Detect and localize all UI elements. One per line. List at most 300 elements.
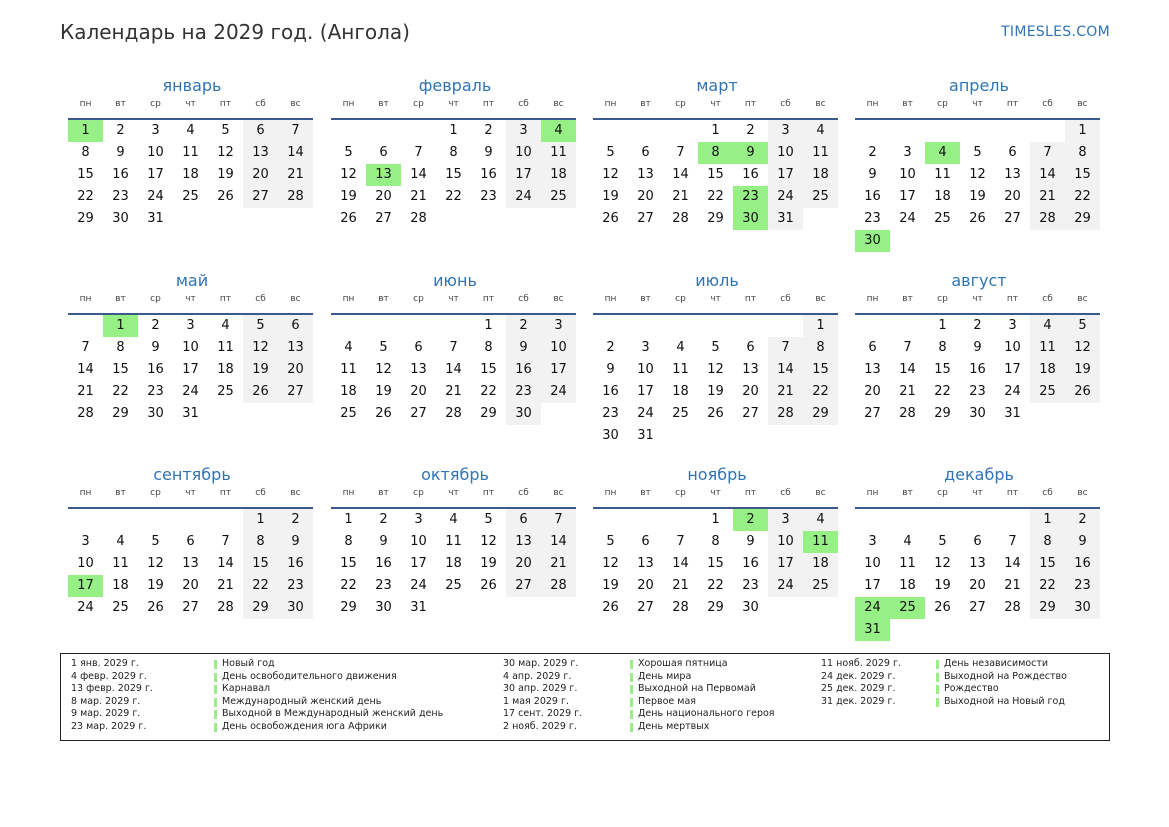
day-cell: 22 [1030,575,1065,597]
day-cell: 21 [1004,578,1021,593]
month-12 [855,464,1103,656]
day-cell: 18 [182,167,199,182]
day-cell: 19 [934,578,951,593]
day-cell: 16 [375,556,392,571]
month-name: декабрь [944,465,1014,484]
day-cell: 4 [116,534,125,549]
day-cell: 2 [868,145,877,160]
weekday-label: вс [553,99,564,109]
month-grid [68,486,316,656]
day-cell: 12 [480,534,497,549]
holiday-marker [214,723,217,732]
weekday-label: ср [937,99,948,109]
weekday-label: сб [780,488,791,498]
weekday-label: пн [79,488,92,498]
day-cell: 26 [243,381,278,403]
day-cell: 21 [445,384,462,399]
day-cell: 9 [484,145,493,160]
day-cell: 20 [182,578,199,593]
month-grid [331,292,579,462]
day-cell: 2 [116,123,125,138]
day-cell: 11 [182,145,199,160]
day-cell: 7 [278,120,313,142]
day-cell: 26 [1065,381,1100,403]
day-cell: 27 [182,600,199,615]
day-cell: 22 [803,381,838,403]
day-cell: 11 [541,142,576,164]
day-cell: 6 [379,145,388,160]
day-cell: 28 [1004,600,1021,615]
day-cell: 25 [934,211,951,226]
day-cell: 13 [637,556,654,571]
day-cell: 15 [77,167,94,182]
day-cell: 29 [934,406,951,421]
day-cell: 22 [934,384,951,399]
weekday-label: ср [413,99,424,109]
holiday-name: День мира [638,670,692,682]
day-cell: 4 [344,340,353,355]
day-cell: 25 [182,189,199,204]
month-name: май [175,271,209,290]
day-cell: 26 [969,211,986,226]
day-cell: 7 [81,340,90,355]
day-cell: 16 [480,167,497,182]
day-cell: 25 [541,186,576,208]
weekday-label: ср [675,488,686,498]
day-cell: 21 [672,578,689,593]
day-cell: 31 [637,428,654,443]
day-cell: 6 [243,120,278,142]
day-cell: 21 [410,189,427,204]
holiday-marker [630,685,633,694]
weekday-label: сб [780,99,791,109]
day-cell: 24 [147,189,164,204]
holiday-name: День национального героя [638,708,775,720]
day-cell: 19 [1065,359,1100,381]
day-cell: 2 [606,340,615,355]
weekday-label: пн [79,99,92,109]
month-name: март [696,76,738,95]
weekday-header [855,97,1100,120]
holiday-name: Выходной в Международный женский день [222,708,444,720]
day-cell: 5 [151,534,160,549]
weekday-header [331,97,576,120]
holiday-name: Выходной на Новый год [944,695,1065,707]
day-cell: 28 [672,600,689,615]
day-cell: 17 [1004,362,1021,377]
day-cell: 5 [484,512,493,527]
holiday-marker [936,698,939,707]
day-cell: 1 [243,509,278,531]
day-cell: 16 [742,556,759,571]
day-cell: 27 [637,600,654,615]
day-cell: 25 [340,406,357,421]
day-cell: 10 [410,534,427,549]
day-cell: 29 [112,406,129,421]
holiday-day-cell: 9 [733,142,768,164]
day-cell: 17 [182,362,199,377]
day-cell: 6 [278,315,313,337]
holiday-name: Хорошая пятница [638,658,728,669]
day-cell: 24 [541,381,576,403]
day-cell: 1 [344,512,353,527]
day-cell: 1 [711,512,720,527]
day-cell: 6 [641,534,650,549]
holiday-date: 4 февр. 2029 г. [71,670,147,682]
weekday-label: сб [518,488,529,498]
day-cell: 14 [541,531,576,553]
weekday-label: ср [675,99,686,109]
day-cell: 10 [506,142,541,164]
day-cell: 20 [637,578,654,593]
day-cell: 23 [742,578,759,593]
day-cell: 4 [1030,315,1065,337]
day-cell: 7 [768,337,803,359]
day-cell: 15 [934,362,951,377]
day-cell: 24 [77,600,94,615]
day-cell: 3 [414,512,423,527]
day-cell: 17 [147,167,164,182]
weekday-label: чт [185,294,196,304]
day-cell: 18 [445,556,462,571]
day-cell: 12 [147,556,164,571]
weekday-label: чт [972,99,983,109]
day-cell: 28 [672,211,689,226]
holiday-marker [936,685,939,694]
day-cell: 28 [899,406,916,421]
day-cell: 28 [217,600,234,615]
day-cell: 19 [969,189,986,204]
day-cell: 5 [221,123,230,138]
day-cell: 27 [375,211,392,226]
day-cell: 9 [116,145,125,160]
day-cell: 8 [116,340,125,355]
day-cell: 20 [637,189,654,204]
day-cell: 29 [803,403,838,425]
day-cell: 22 [707,578,724,593]
day-cell: 10 [182,340,199,355]
weekday-label: сб [1042,99,1053,109]
day-cell: 12 [1065,337,1100,359]
holiday-date: 11 нояб. 2029 г. [821,658,901,669]
day-cell: 19 [147,578,164,593]
day-cell: 11 [803,142,838,164]
month-grid [331,97,579,267]
legend-row [503,658,803,671]
weekday-label: вт [640,99,651,109]
holiday-marker [214,660,217,669]
day-cell: 3 [506,120,541,142]
day-cell: 10 [864,556,881,571]
legend-row [503,671,803,684]
holiday-name: Рождество [944,683,999,695]
day-cell: 14 [1004,556,1021,571]
day-cell: 18 [340,384,357,399]
weekday-label: чт [972,488,983,498]
day-cell: 5 [344,145,353,160]
day-cell: 4 [221,318,230,333]
weekday-label: вт [115,488,126,498]
weekday-header [68,97,313,120]
day-cell: 26 [707,406,724,421]
day-cell: 18 [112,578,129,593]
legend-column [821,658,1121,708]
holiday-day-cell: 2 [733,509,768,531]
day-cell: 4 [903,534,912,549]
weekday-label: чт [448,99,459,109]
day-cell: 6 [1008,145,1017,160]
day-cell: 10 [541,337,576,359]
weekday-label: ср [937,488,948,498]
day-cell: 6 [506,509,541,531]
day-cell: 10 [147,145,164,160]
holiday-day-cell: 25 [890,597,925,619]
day-cell: 12 [602,167,619,182]
day-cell: 9 [1065,531,1100,553]
day-cell: 21 [1030,186,1065,208]
day-cell: 20 [243,164,278,186]
legend-row [821,696,1121,709]
day-cell: 20 [742,384,759,399]
day-cell: 17 [506,164,541,186]
weekday-header [68,486,313,509]
weekday-label: чт [185,99,196,109]
day-cell: 5 [243,315,278,337]
day-cell: 15 [445,167,462,182]
day-cell: 10 [768,142,803,164]
day-cell: 16 [147,362,164,377]
day-cell: 19 [375,384,392,399]
day-cell: 29 [243,597,278,619]
day-cell: 22 [707,189,724,204]
weekday-label: пн [604,99,617,109]
holiday-date: 25 дек. 2029 г. [821,683,896,695]
day-cell: 28 [445,406,462,421]
weekday-label: пт [219,488,232,498]
day-cell: 14 [278,142,313,164]
day-cell: 23 [375,578,392,593]
legend-row [71,670,397,684]
month-name: январь [162,76,222,95]
holiday-day-cell: 24 [855,597,890,619]
day-cell: 2 [746,123,755,138]
day-cell: 10 [637,362,654,377]
day-cell: 28 [278,186,313,208]
day-cell: 18 [1030,359,1065,381]
day-cell: 31 [410,600,427,615]
day-cell: 17 [637,384,654,399]
weekday-label: ср [937,294,948,304]
day-cell: 30 [742,600,759,615]
legend-row [503,683,803,696]
day-cell: 1 [711,123,720,138]
day-cell: 22 [480,384,497,399]
holiday-legend [60,653,1110,741]
day-cell: 3 [151,123,160,138]
day-cell: 24 [637,406,654,421]
weekday-label: сб [255,488,266,498]
day-cell: 13 [969,556,986,571]
day-cell: 8 [803,337,838,359]
day-cell: 27 [969,600,986,615]
month-10 [331,464,579,656]
holiday-date: 24 дек. 2029 г. [821,670,896,682]
weekday-label: вт [640,488,651,498]
day-cell: 18 [803,164,838,186]
day-cell: 30 [969,406,986,421]
weekday-label: пн [342,488,355,498]
weekday-label: пн [342,294,355,304]
day-cell: 23 [112,189,129,204]
holiday-date: 9 мар. 2029 г. [71,708,141,720]
legend-row [821,683,1121,696]
day-cell: 13 [506,531,541,553]
month-grid [68,292,316,462]
weekday-label: сб [1042,294,1053,304]
day-cell: 12 [934,556,951,571]
day-cell: 14 [768,359,803,381]
holiday-day-cell: 4 [925,142,960,164]
weekday-label: вс [815,99,826,109]
day-cell: 22 [243,575,278,597]
holiday-marker [630,723,633,732]
day-cell: 23 [602,406,619,421]
weekday-header [855,292,1100,315]
day-cell: 20 [375,189,392,204]
day-cell: 19 [243,359,278,381]
site-link[interactable]: TIMESLES.COM [1001,24,1110,40]
month-name: август [951,271,1007,290]
day-cell: 8 [711,534,720,549]
day-cell: 19 [217,167,234,182]
day-cell: 5 [938,534,947,549]
weekday-label: пн [866,99,879,109]
weekday-label: пн [604,294,617,304]
holiday-date: 31 дек. 2029 г. [821,695,896,707]
holiday-day-cell: 11 [803,531,838,553]
day-cell: 31 [182,406,199,421]
holiday-date: 23 мар. 2029 г. [71,720,147,732]
holiday-day-cell: 30 [855,230,890,252]
weekday-label: пт [744,488,757,498]
day-cell: 29 [1030,597,1065,619]
weekday-label: ср [150,99,161,109]
legend-row [503,721,803,734]
day-cell: 10 [899,167,916,182]
day-cell: 1 [1065,120,1100,142]
weekday-label: сб [255,294,266,304]
holiday-name: Карнавал [222,683,271,695]
weekday-label: пн [79,294,92,304]
day-cell: 28 [410,211,427,226]
month-8 [855,270,1103,462]
day-cell: 15 [480,362,497,377]
day-cell: 5 [1065,315,1100,337]
weekday-label: пт [1006,99,1019,109]
day-cell: 14 [672,556,689,571]
day-cell: 10 [77,556,94,571]
day-cell: 30 [278,597,313,619]
day-cell: 11 [1030,337,1065,359]
day-cell: 16 [112,167,129,182]
day-cell: 8 [1065,142,1100,164]
month-grid [855,292,1103,462]
month-grid [68,97,316,267]
day-cell: 30 [506,403,541,425]
day-cell: 26 [602,600,619,615]
holiday-date: 13 февр. 2029 г. [71,683,153,695]
day-cell: 23 [480,189,497,204]
day-cell: 17 [768,553,803,575]
day-cell: 27 [506,575,541,597]
weekday-label: пт [482,294,495,304]
day-cell: 7 [414,145,423,160]
day-cell: 12 [217,145,234,160]
weekday-label: чт [972,294,983,304]
month-7 [593,270,841,462]
day-cell: 20 [278,359,313,381]
legend-row [503,708,803,721]
holiday-marker [936,673,939,682]
month-grid [593,97,841,267]
legend-column [503,658,803,734]
holiday-date: 30 апр. 2029 г. [503,683,578,695]
holiday-name: Выходной на Рождество [944,670,1067,682]
day-cell: 26 [934,600,951,615]
day-cell: 3 [768,509,803,531]
holiday-marker [630,698,633,707]
month-1 [68,75,316,267]
weekday-label: пт [482,99,495,109]
month-grid [593,486,841,656]
weekday-label: чт [710,294,721,304]
day-cell: 20 [864,384,881,399]
holiday-marker [936,660,939,669]
day-cell: 11 [112,556,129,571]
day-cell: 29 [480,406,497,421]
day-cell: 17 [768,164,803,186]
weekday-label: сб [1042,488,1053,498]
holiday-marker [214,710,217,719]
day-cell: 5 [606,145,615,160]
day-cell: 21 [278,164,313,186]
holiday-marker [214,698,217,707]
day-cell: 27 [278,381,313,403]
day-cell: 29 [1065,208,1100,230]
day-cell: 13 [278,337,313,359]
weekday-label: пн [342,99,355,109]
day-cell: 7 [1030,142,1065,164]
day-cell: 23 [147,384,164,399]
day-cell: 19 [602,578,619,593]
day-cell: 7 [676,145,685,160]
weekday-label: ср [413,294,424,304]
day-cell: 16 [602,384,619,399]
weekday-header [331,292,576,315]
day-cell: 8 [344,534,353,549]
weekday-label: ср [675,294,686,304]
day-cell: 18 [541,164,576,186]
day-cell: 4 [803,120,838,142]
day-cell: 24 [182,384,199,399]
legend-row [71,695,382,709]
day-cell: 20 [506,553,541,575]
day-cell: 15 [112,362,129,377]
day-cell: 7 [449,340,458,355]
day-cell: 13 [243,142,278,164]
weekday-label: вс [290,488,301,498]
day-cell: 16 [742,167,759,182]
